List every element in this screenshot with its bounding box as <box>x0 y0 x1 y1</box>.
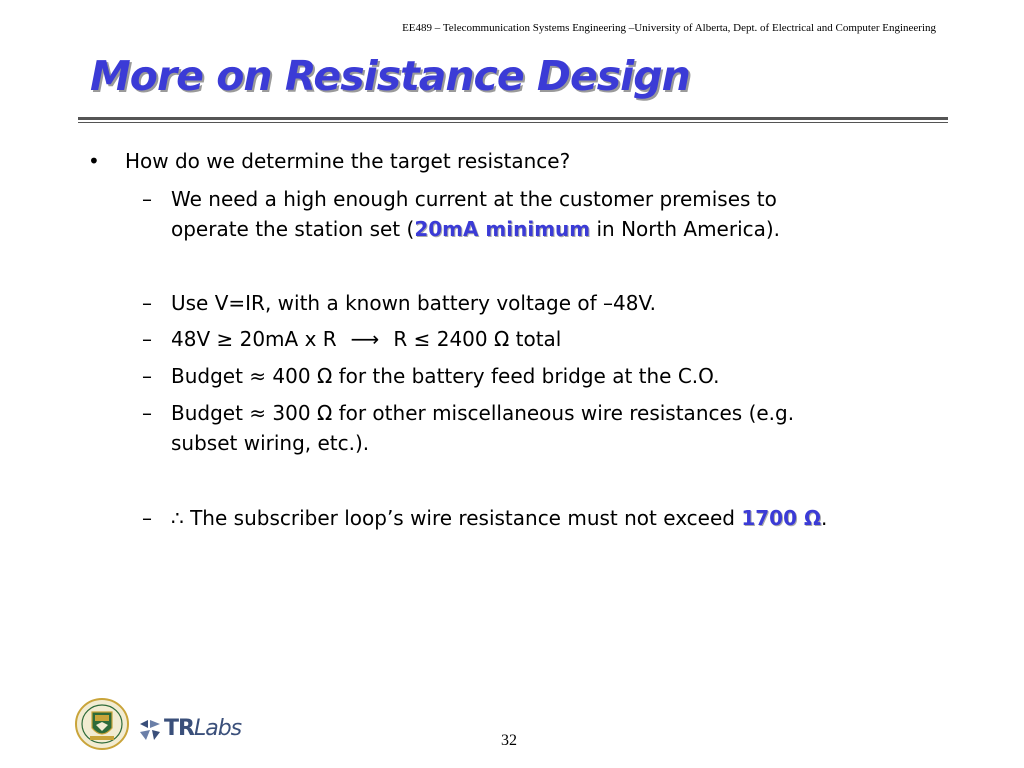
bullet-marker: • <box>88 149 100 173</box>
page-number: 32 <box>501 732 517 749</box>
dash-marker: – <box>142 506 152 530</box>
sub-3-text <box>171 324 561 354</box>
sub-1-line-2 <box>171 214 780 244</box>
trlabs-emblem-icon <box>138 718 162 742</box>
trlabs-wordmark: TRLabs <box>164 716 242 741</box>
sub-6-highlight: 1700 Ω <box>741 506 821 530</box>
sub-6-body: The subscriber loop’s wire resistance must not exceed <box>183 506 742 530</box>
sub-3-result: R ≤ 2400 Ω total <box>393 327 562 351</box>
dash-marker: – <box>142 327 152 351</box>
slide-title: More on Resistance Design <box>90 52 690 100</box>
slide-header: EE489 – Telecommunication Systems Engineering –University of Alberta, Dept. of Electrical and Computer Engineering <box>402 22 936 34</box>
dash-marker: – <box>142 401 152 425</box>
sub-6-text <box>171 503 827 533</box>
sub-5-line-2: subset wiring, etc.). <box>171 431 370 455</box>
sub-1-prefix: operate the station set ( <box>171 217 415 241</box>
dash-marker: – <box>142 187 152 211</box>
therefore-icon: ∴ <box>171 506 184 530</box>
sub-1-highlight: 20mA minimum <box>414 217 591 241</box>
dash-marker: – <box>142 364 152 388</box>
bullet-1-text: How do we determine the target resistance? <box>125 149 571 173</box>
sub-5-line-1: Budget ≈ 300 Ω for other miscellaneous wire resistances (e.g. <box>171 401 795 425</box>
sub-6-suffix: . <box>820 506 828 530</box>
university-seal-icon <box>74 698 130 750</box>
sub-4-text: Budget ≈ 400 Ω for the battery feed bridge at the C.O. <box>171 364 720 388</box>
sub-1-suffix: in North America). <box>590 217 781 241</box>
sub-2-text: Use V=IR, with a known battery voltage of –48V. <box>171 291 656 315</box>
sub-3-inequality: 48V ≥ 20mA x R <box>171 327 337 351</box>
sub-1-line-1: We need a high enough current at the customer premises to <box>171 187 777 211</box>
trlabs-logo <box>138 716 248 746</box>
implies-arrow-icon: ⟶ <box>350 327 380 351</box>
dash-marker: – <box>142 291 152 315</box>
